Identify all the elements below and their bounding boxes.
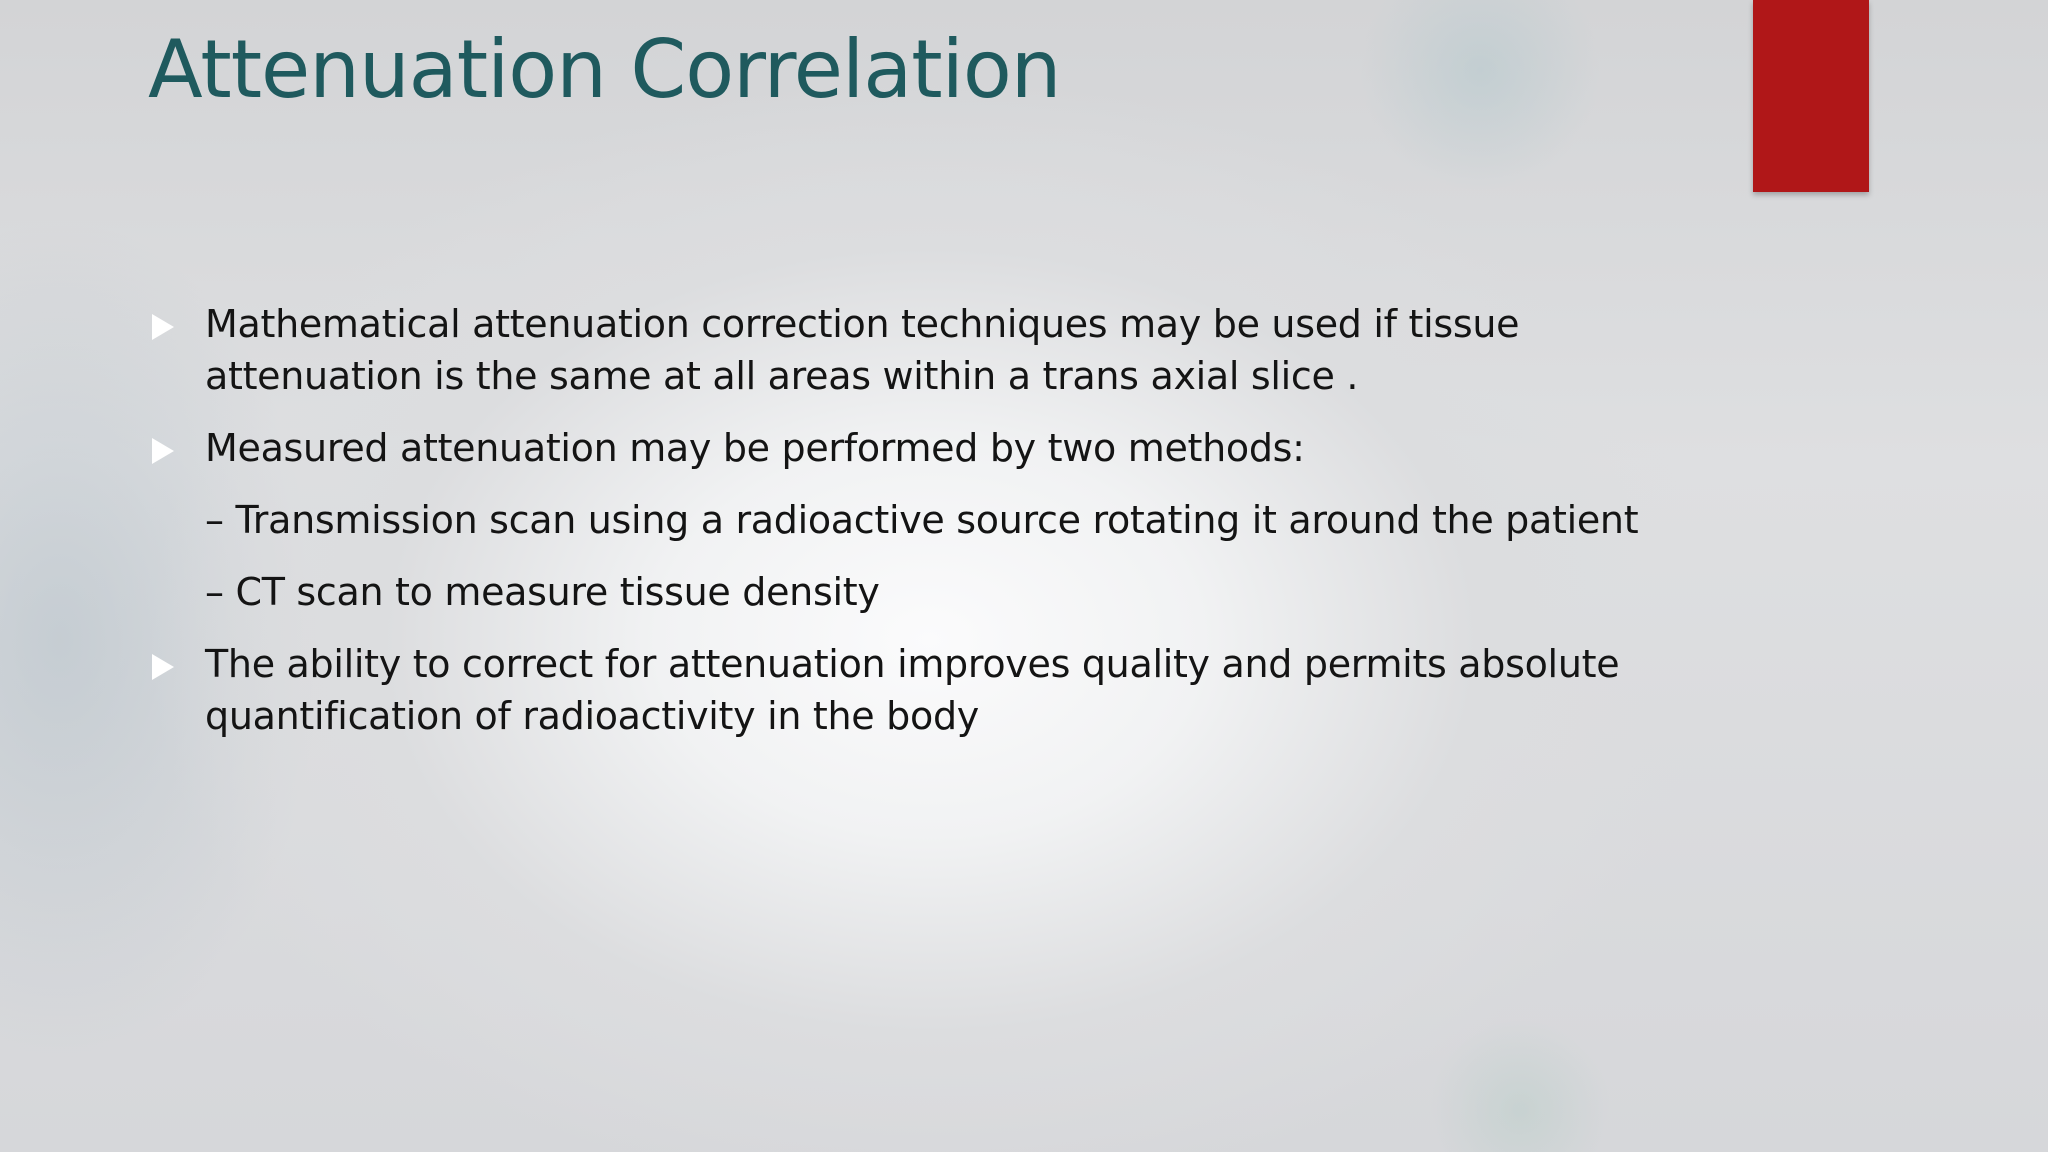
bullet-text: The ability to correct for attenuation improves quality and permits absolute quantification of radioactivity in the body (205, 642, 1620, 738)
slide-content (148, 298, 1708, 762)
triangle-bullet-icon (152, 314, 174, 340)
bullet-item (148, 638, 1708, 742)
sub-item-text: – Transmission scan using a radioactive source rotating it around the patient (205, 498, 1639, 542)
accent-bar (1753, 0, 1869, 192)
slide-title: Attenuation Correlation (148, 23, 1061, 116)
bullet-item (148, 298, 1708, 402)
bullet-text: Mathematical attenuation correction techniques may be used if tissue attenuation is the same at all areas within a trans axial slice . (205, 302, 1520, 398)
bullet-text: Measured attenuation may be performed by two methods: (205, 426, 1305, 470)
sub-item (148, 494, 1708, 546)
sub-item-text: – CT scan to measure tissue density (205, 570, 880, 614)
bullet-item (148, 422, 1708, 474)
triangle-bullet-icon (152, 654, 174, 680)
triangle-bullet-icon (152, 438, 174, 464)
sub-item (148, 566, 1708, 618)
